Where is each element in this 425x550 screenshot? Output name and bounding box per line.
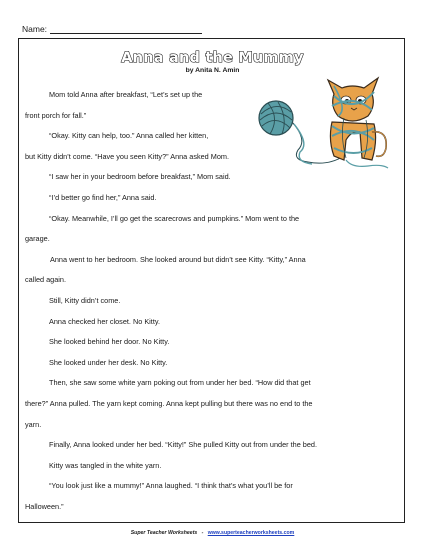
story-line: Kitty was tangled in the white yarn. bbox=[49, 460, 162, 470]
story-line: front porch for fall.” bbox=[25, 110, 87, 120]
footer-url-link[interactable]: www.superteacherworksheets.com bbox=[207, 530, 295, 536]
story-line: garage. bbox=[25, 234, 50, 244]
story-line: Still, Kitty didn’t come. bbox=[49, 295, 121, 305]
story-text bbox=[25, 85, 400, 517]
story-line: Anna went to her bedroom. She looked around but didn’t see Kitty. “Kitty,” Anna bbox=[50, 254, 306, 264]
story-line: “I’d better go find her,” Anna said. bbox=[49, 192, 157, 202]
story-line: She looked behind her door. No Kitty. bbox=[49, 337, 170, 347]
story-line: “You look just like a mummy!” Anna laughed. “I think that’s what you’ll be for bbox=[49, 481, 293, 491]
story-line: Then, she saw some white yarn poking out from under her bed. “How did that get bbox=[49, 378, 311, 388]
name-field bbox=[22, 24, 202, 34]
footer-brand: Super Teacher Worksheets bbox=[130, 530, 198, 536]
name-label: Name: bbox=[22, 24, 48, 34]
story-line: there?” Anna pulled. The yarn kept coming. Anna kept pulling but there was no end to the bbox=[25, 398, 313, 408]
story-line: “I saw her in your bedroom before breakfast,” Mom said. bbox=[49, 172, 231, 182]
story-line: “Okay. Kitty can help, too.” Anna called her kitten, bbox=[49, 131, 209, 141]
story-author: by Anita N. Amin bbox=[185, 67, 240, 74]
footer-separator: - bbox=[201, 530, 204, 536]
name-blank-line[interactable] bbox=[50, 24, 202, 34]
story-title: Anna and the Mummy bbox=[121, 50, 304, 66]
page-footer bbox=[0, 530, 425, 536]
story-line: “Okay. Meanwhile, I’ll go get the scarecrows and pumpkins.” Mom went to the bbox=[49, 213, 300, 223]
story-line: She looked under her desk. No Kitty. bbox=[49, 357, 168, 367]
story-line: Halloween.” bbox=[25, 501, 64, 511]
story-line: Finally, Anna looked under her bed. “Kitty!” She pulled Kitty out from under the bed. bbox=[49, 440, 317, 450]
story-line: called again. bbox=[25, 275, 66, 285]
story-line: Anna checked her closet. No Kitty. bbox=[49, 316, 160, 326]
story-line: Mom told Anna after breakfast, “Let’s set up the bbox=[49, 90, 203, 99]
story-line: yarn. bbox=[25, 419, 42, 429]
story-line: but Kitty didn’t come. “Have you seen Kitty?” Anna asked Mom. bbox=[25, 151, 230, 161]
